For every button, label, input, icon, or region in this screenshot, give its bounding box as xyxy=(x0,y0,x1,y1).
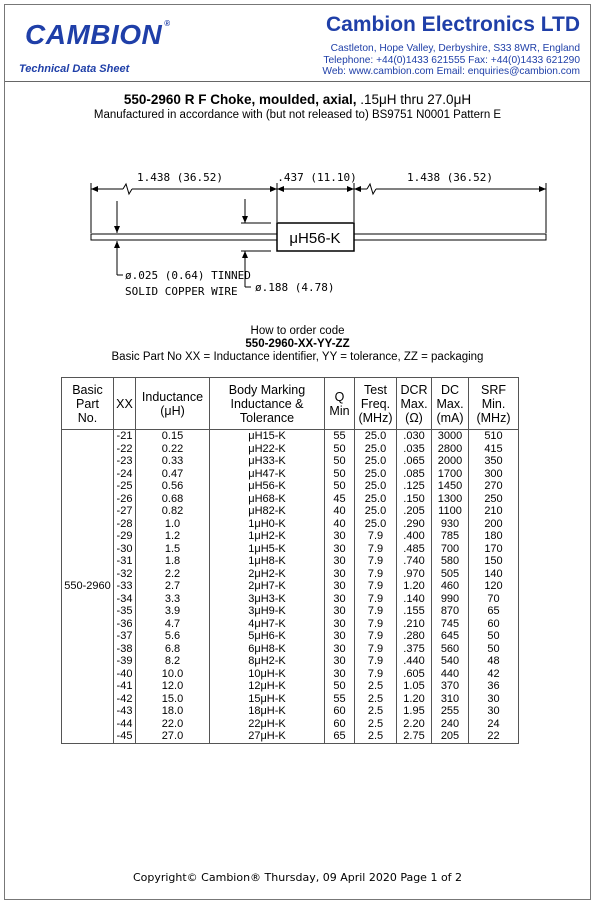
table-cell: 4.7 xyxy=(136,618,210,631)
table-cell: 8μH2-K xyxy=(210,655,325,668)
table-cell: 1.5 xyxy=(136,543,210,556)
col-dc: DC Max. (mA) xyxy=(432,378,469,430)
cambion-logo: CAMBION ® xyxy=(25,19,171,50)
table-cell: 5μH6-K xyxy=(210,630,325,643)
table-row xyxy=(62,443,519,456)
table-cell: -45 xyxy=(114,730,136,743)
table-cell: 2.20 xyxy=(397,718,432,731)
table-cell: 50 xyxy=(469,630,519,643)
table-cell: 45 xyxy=(325,493,355,506)
table-cell: μH33-K xyxy=(210,455,325,468)
table-cell: 1μH5-K xyxy=(210,543,325,556)
table-cell: 30 xyxy=(325,580,355,593)
col-basic-part: Basic Part No. xyxy=(62,378,114,430)
table-cell: 1100 xyxy=(432,505,469,518)
table-cell: 2.5 xyxy=(355,693,397,706)
table-cell: 55 xyxy=(325,430,355,443)
table-cell: 10μH-K xyxy=(210,668,325,681)
left-lead xyxy=(91,234,277,240)
table-cell: 3000 xyxy=(432,430,469,443)
table-cell: 415 xyxy=(469,443,519,456)
table-cell: -38 xyxy=(114,643,136,656)
table-cell: 25.0 xyxy=(355,505,397,518)
table-cell: .125 xyxy=(397,480,432,493)
table-row xyxy=(62,493,519,506)
table-cell: 65 xyxy=(469,605,519,618)
table-cell: 48 xyxy=(469,655,519,668)
table-cell: 990 xyxy=(432,593,469,606)
table-cell: -26 xyxy=(114,493,136,506)
table-cell: 2.7 xyxy=(136,580,210,593)
table-cell: 18μH-K xyxy=(210,705,325,718)
table-cell: .030 xyxy=(397,430,432,443)
table-cell: 5.6 xyxy=(136,630,210,643)
table-cell: -27 xyxy=(114,505,136,518)
body-marking: μH56-K xyxy=(289,230,341,247)
table-cell: 30 xyxy=(325,643,355,656)
table-cell: 7.9 xyxy=(355,643,397,656)
table-cell: 270 xyxy=(469,480,519,493)
table-cell: 1.8 xyxy=(136,555,210,568)
table-cell: .440 xyxy=(397,655,432,668)
table-cell: 170 xyxy=(469,543,519,556)
table-cell: -36 xyxy=(114,618,136,631)
table-row xyxy=(62,580,519,593)
company-web: Web: www.cambion.com Email: enquiries@cambion.com xyxy=(322,66,580,77)
table-cell: 30 xyxy=(325,568,355,581)
table-row xyxy=(62,480,519,493)
body-diameter: ø.188 (4.78) xyxy=(255,281,335,294)
table-cell: 120 xyxy=(469,580,519,593)
table-cell: 50 xyxy=(325,680,355,693)
table-cell: 30 xyxy=(325,555,355,568)
table-cell: 580 xyxy=(432,555,469,568)
wire-spec-2: SOLID COPPER WIRE xyxy=(125,285,238,298)
order-code: 550-2960-XX-YY-ZZ xyxy=(245,338,350,350)
table-cell: 7.9 xyxy=(355,593,397,606)
right-lead xyxy=(354,234,546,240)
table-cell: 25.0 xyxy=(355,455,397,468)
table-cell: 505 xyxy=(432,568,469,581)
table-cell: -32 xyxy=(114,568,136,581)
doc-type: Technical Data Sheet xyxy=(19,63,130,75)
table-cell: 18.0 xyxy=(136,705,210,718)
table-row xyxy=(62,455,519,468)
table-cell: 7.9 xyxy=(355,543,397,556)
table-cell: 12.0 xyxy=(136,680,210,693)
table-cell: 300 xyxy=(469,468,519,481)
table-cell: 22.0 xyxy=(136,718,210,731)
table-cell: .970 xyxy=(397,568,432,581)
table-cell: 2.5 xyxy=(355,705,397,718)
table-cell: 0.68 xyxy=(136,493,210,506)
table-cell: 370 xyxy=(432,680,469,693)
table-cell: 22 xyxy=(469,730,519,743)
table-row xyxy=(62,718,519,731)
table-row xyxy=(62,518,519,531)
table-cell: 30 xyxy=(325,593,355,606)
table-cell: 140 xyxy=(469,568,519,581)
table-cell: -25 xyxy=(114,480,136,493)
table-cell: -34 xyxy=(114,593,136,606)
table-cell: 12μH-K xyxy=(210,680,325,693)
table-cell: 30 xyxy=(469,693,519,706)
table-cell: 870 xyxy=(432,605,469,618)
table-cell: 15.0 xyxy=(136,693,210,706)
table-cell: .280 xyxy=(397,630,432,643)
page-frame xyxy=(4,4,591,900)
table-row xyxy=(62,530,519,543)
table-row xyxy=(62,555,519,568)
table-cell: -28 xyxy=(114,518,136,531)
choke-drawing xyxy=(5,155,590,305)
table-header-row xyxy=(62,378,519,430)
table-cell: 42 xyxy=(469,668,519,681)
table-cell: 1μH0-K xyxy=(210,518,325,531)
table-cell: 50 xyxy=(325,468,355,481)
col-inductance: Inductance (μH) xyxy=(136,378,210,430)
table-cell: .065 xyxy=(397,455,432,468)
table-cell: 36 xyxy=(469,680,519,693)
table-cell: 10.0 xyxy=(136,668,210,681)
table-cell: 2000 xyxy=(432,455,469,468)
table-cell: 7.9 xyxy=(355,630,397,643)
table-cell: μH56-K xyxy=(210,480,325,493)
table-cell: 40 xyxy=(325,505,355,518)
col-q-min: Q Min xyxy=(325,378,355,430)
table-cell: .085 xyxy=(397,468,432,481)
table-cell: -44 xyxy=(114,718,136,731)
table-cell: .155 xyxy=(397,605,432,618)
table-cell: 30 xyxy=(325,605,355,618)
table-cell: 1μH2-K xyxy=(210,530,325,543)
table-cell: 1μH8-K xyxy=(210,555,325,568)
table-cell: 510 xyxy=(469,430,519,443)
page-title: 550-2960 R F Choke, moulded, axial, .15μH thru 27.0μH xyxy=(123,92,472,107)
table-cell: 0.22 xyxy=(136,443,210,456)
table-cell: 1.05 xyxy=(397,680,432,693)
table-cell: 0.82 xyxy=(136,505,210,518)
table-cell: 0.33 xyxy=(136,455,210,468)
table-cell: .290 xyxy=(397,518,432,531)
table-cell: 6.8 xyxy=(136,643,210,656)
manufacture-note: Manufactured in accordance with (but not released to) BS9751 N0001 Pattern E xyxy=(93,109,502,121)
table-cell: .205 xyxy=(397,505,432,518)
col-test-freq: Test Freq. (MHz) xyxy=(355,378,397,430)
table-cell: .485 xyxy=(397,543,432,556)
table-cell: 3μH3-K xyxy=(210,593,325,606)
table-row xyxy=(62,693,519,706)
table-cell: 440 xyxy=(432,668,469,681)
table-cell: 210 xyxy=(469,505,519,518)
table-cell: 60 xyxy=(469,618,519,631)
table-row xyxy=(62,505,519,518)
table-cell: 1.0 xyxy=(136,518,210,531)
table-cell: 7.9 xyxy=(355,530,397,543)
col-srf: SRF Min. (MHz) xyxy=(469,378,519,430)
table-cell: -40 xyxy=(114,668,136,681)
table-cell: 2.2 xyxy=(136,568,210,581)
table-cell: 2μH2-K xyxy=(210,568,325,581)
table-cell: 50 xyxy=(325,443,355,456)
table-cell: 250 xyxy=(469,493,519,506)
table-cell: -43 xyxy=(114,705,136,718)
table-cell: 25.0 xyxy=(355,430,397,443)
body-length: .437 (11.10) xyxy=(277,171,357,184)
table-cell: 2800 xyxy=(432,443,469,456)
table-cell: 7.9 xyxy=(355,668,397,681)
table-cell: .375 xyxy=(397,643,432,656)
table-cell: 645 xyxy=(432,630,469,643)
table-cell: -22 xyxy=(114,443,136,456)
table-cell: 0.56 xyxy=(136,480,210,493)
table-cell: 0.47 xyxy=(136,468,210,481)
table-cell: 7.9 xyxy=(355,580,397,593)
table-cell: 785 xyxy=(432,530,469,543)
table-row xyxy=(62,730,519,743)
table-row xyxy=(62,705,519,718)
table-cell: 55 xyxy=(325,693,355,706)
table-cell: 7.9 xyxy=(355,655,397,668)
table-cell: 15μH-K xyxy=(210,693,325,706)
table-cell: -41 xyxy=(114,680,136,693)
table-row xyxy=(62,605,519,618)
table-cell: 22μH-K xyxy=(210,718,325,731)
header xyxy=(5,5,590,82)
lead-length-left: 1.438 (36.52) xyxy=(136,171,224,184)
table-cell: .400 xyxy=(397,530,432,543)
table-cell: 30 xyxy=(325,543,355,556)
table-row xyxy=(62,655,519,668)
table-cell: 2.75 xyxy=(397,730,432,743)
footer-copyright: Copyright© Cambion® Thursday, 09 April 2020 Page 1 of 2 xyxy=(132,871,463,884)
table-cell: 540 xyxy=(432,655,469,668)
table-cell: 25.0 xyxy=(355,480,397,493)
table-cell: 2.5 xyxy=(355,680,397,693)
company-name: Cambion Electronics LTD xyxy=(326,13,580,36)
table-cell: 30 xyxy=(325,655,355,668)
table-cell: 7.9 xyxy=(355,568,397,581)
table-cell: μH15-K xyxy=(210,430,325,443)
table-cell: 1.95 xyxy=(397,705,432,718)
table-cell: 70 xyxy=(469,593,519,606)
table-cell: 2.5 xyxy=(355,718,397,731)
lead-length-right: 1.438 (36.52) xyxy=(406,171,494,184)
table-cell: 8.2 xyxy=(136,655,210,668)
table-cell: -30 xyxy=(114,543,136,556)
table-cell: -33 xyxy=(114,580,136,593)
table-cell: 27.0 xyxy=(136,730,210,743)
table-cell: 30 xyxy=(325,668,355,681)
table-row xyxy=(62,568,519,581)
table-cell: 3.9 xyxy=(136,605,210,618)
table-cell: 25.0 xyxy=(355,468,397,481)
table-cell: μH22-K xyxy=(210,443,325,456)
table-cell: 180 xyxy=(469,530,519,543)
table-cell: 1300 xyxy=(432,493,469,506)
table-cell: μH68-K xyxy=(210,493,325,506)
table-cell: 27μH-K xyxy=(210,730,325,743)
table-row xyxy=(62,468,519,481)
table-cell: 50 xyxy=(325,455,355,468)
table-cell: 930 xyxy=(432,518,469,531)
table-cell: 255 xyxy=(432,705,469,718)
table-cell: -23 xyxy=(114,455,136,468)
table-row xyxy=(62,618,519,631)
table-cell: 30 xyxy=(469,705,519,718)
table-cell: 3.3 xyxy=(136,593,210,606)
table-cell: -24 xyxy=(114,468,136,481)
table-cell: 2.5 xyxy=(355,730,397,743)
table-cell: -37 xyxy=(114,630,136,643)
table-cell: 7.9 xyxy=(355,605,397,618)
table-cell: 1700 xyxy=(432,468,469,481)
table-cell: 1450 xyxy=(432,480,469,493)
spec-table xyxy=(61,377,519,744)
table-cell: 40 xyxy=(325,518,355,531)
table-row xyxy=(62,593,519,606)
table-cell: 350 xyxy=(469,455,519,468)
table-cell: 25.0 xyxy=(355,443,397,456)
table-cell: 30 xyxy=(325,630,355,643)
table-cell: 1.20 xyxy=(397,580,432,593)
table-cell: -35 xyxy=(114,605,136,618)
table-cell: 3μH9-K xyxy=(210,605,325,618)
table-cell: 25.0 xyxy=(355,518,397,531)
table-cell: 7.9 xyxy=(355,618,397,631)
table-row xyxy=(62,680,519,693)
table-cell: 65 xyxy=(325,730,355,743)
table-cell: -42 xyxy=(114,693,136,706)
table-cell: -31 xyxy=(114,555,136,568)
table-cell: 240 xyxy=(432,718,469,731)
table-cell: .605 xyxy=(397,668,432,681)
table-cell: μH47-K xyxy=(210,468,325,481)
col-dcr: DCR Max. (Ω) xyxy=(397,378,432,430)
table-row xyxy=(62,630,519,643)
table-cell: -21 xyxy=(114,430,136,443)
table-cell: 700 xyxy=(432,543,469,556)
order-heading: How to order code xyxy=(250,325,345,337)
company-address: Castleton, Hope Valley, Derbyshire, S33 8WR, England xyxy=(330,43,580,54)
basic-part-cell: 550-2960 xyxy=(62,430,114,744)
table-cell: μH82-K xyxy=(210,505,325,518)
table-cell: 60 xyxy=(325,705,355,718)
table-cell: .740 xyxy=(397,555,432,568)
table-cell: 205 xyxy=(432,730,469,743)
table-cell: 460 xyxy=(432,580,469,593)
table-cell: 745 xyxy=(432,618,469,631)
company-phone: Telephone: +44(0)1433 621555 Fax: +44(0)1433 621290 xyxy=(323,54,580,66)
col-marking: Body Marking Inductance & Tolerance xyxy=(210,378,325,430)
table-cell: 150 xyxy=(469,555,519,568)
table-cell: 200 xyxy=(469,518,519,531)
table-cell: 4μH7-K xyxy=(210,618,325,631)
col-xx: XX xyxy=(114,378,136,430)
table-cell: .150 xyxy=(397,493,432,506)
table-cell: 1.2 xyxy=(136,530,210,543)
table-cell: 1.20 xyxy=(397,693,432,706)
table-cell: .210 xyxy=(397,618,432,631)
table-cell: .035 xyxy=(397,443,432,456)
table-cell: .140 xyxy=(397,593,432,606)
table-row xyxy=(62,543,519,556)
table-cell: 310 xyxy=(432,693,469,706)
table-cell: 6μH8-K xyxy=(210,643,325,656)
table-row xyxy=(62,430,519,443)
table-cell: 30 xyxy=(325,530,355,543)
table-cell: 24 xyxy=(469,718,519,731)
table-row xyxy=(62,668,519,681)
table-cell: 560 xyxy=(432,643,469,656)
table-cell: 25.0 xyxy=(355,493,397,506)
table-row xyxy=(62,643,519,656)
table-cell: 30 xyxy=(325,618,355,631)
table-cell: -39 xyxy=(114,655,136,668)
order-explain: Basic Part No XX = Inductance identifier, YY = tolerance, ZZ = packaging xyxy=(111,351,484,363)
table-cell: 2μH7-K xyxy=(210,580,325,593)
table-cell: 0.15 xyxy=(136,430,210,443)
table-cell: 7.9 xyxy=(355,555,397,568)
wire-spec-1: ø.025 (0.64) TINNED xyxy=(125,269,251,282)
table-cell: 50 xyxy=(469,643,519,656)
table-cell: -29 xyxy=(114,530,136,543)
table-cell: 60 xyxy=(325,718,355,731)
table-cell: 50 xyxy=(325,480,355,493)
